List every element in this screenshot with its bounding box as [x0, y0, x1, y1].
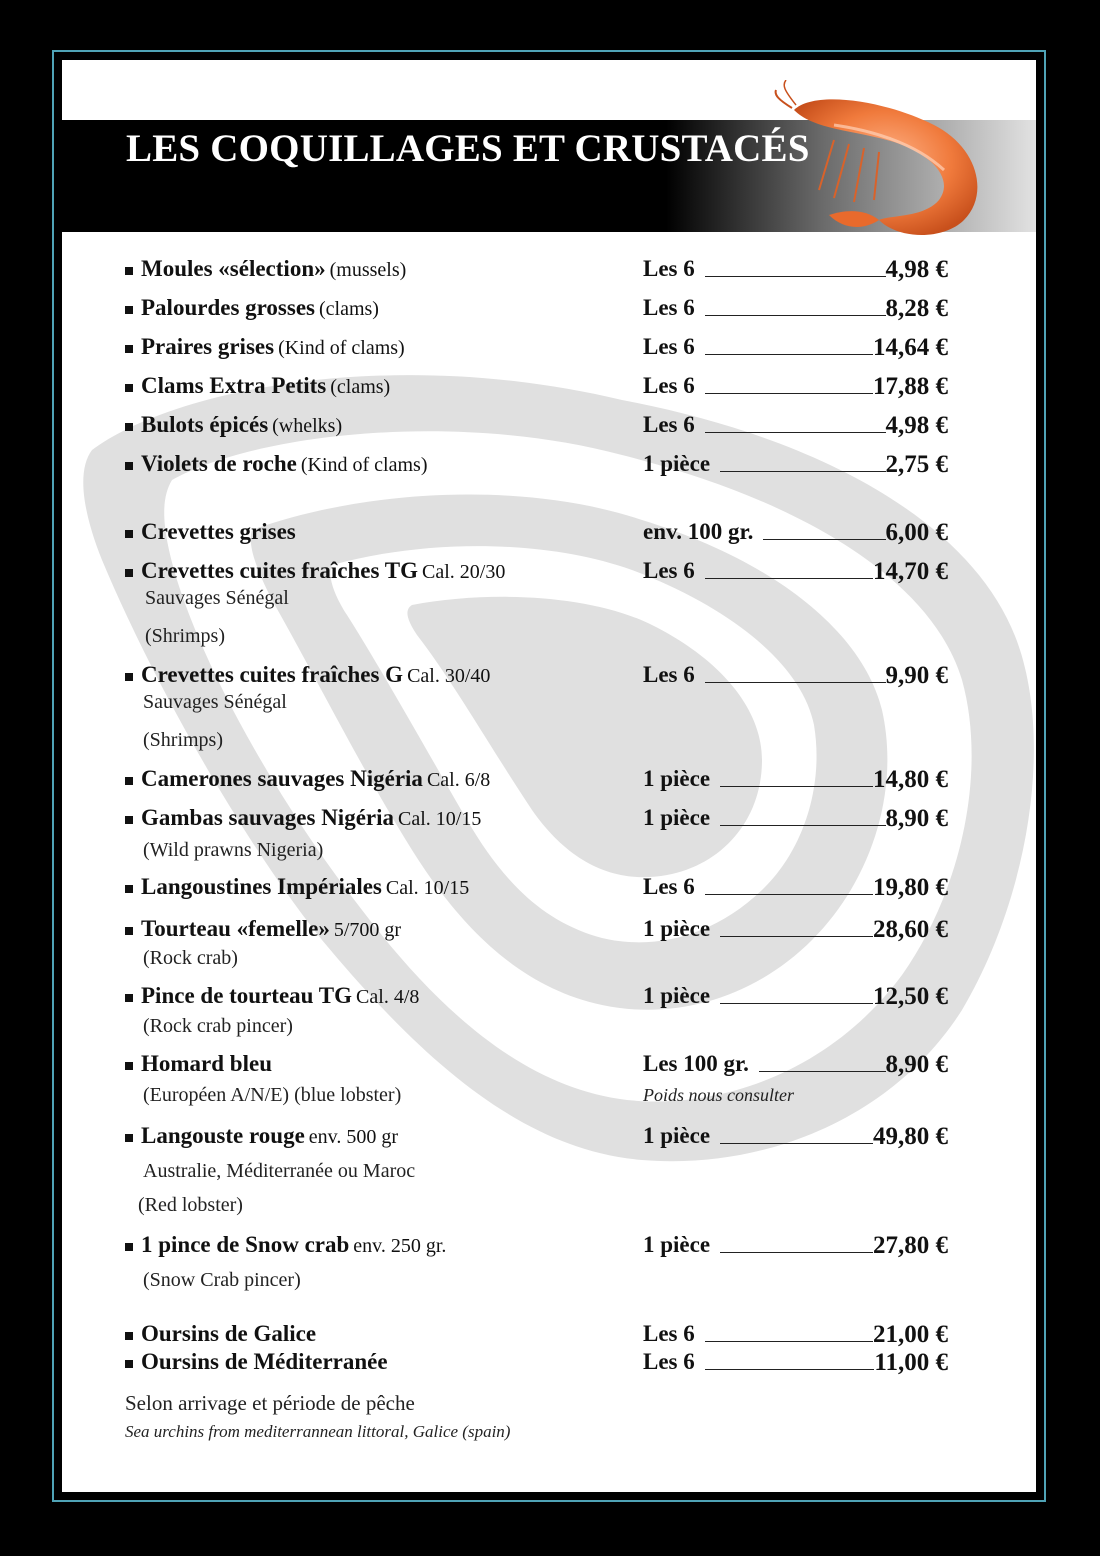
item-text: [141, 766, 490, 792]
item-text: [141, 1232, 446, 1258]
item-text: [141, 874, 469, 900]
leader-line: [763, 539, 886, 540]
item-name: Bulots épicés: [141, 412, 269, 437]
page-title: LES COQUILLAGES ET CRUSTACÉS: [126, 127, 810, 170]
shrimp-icon: [774, 80, 1004, 260]
bullet-icon: [125, 345, 133, 353]
item-name: Oursins de Galice: [141, 1321, 317, 1346]
leader-line: [720, 1143, 873, 1144]
item-price: 4,98 €: [885, 412, 948, 439]
item-text: [141, 295, 379, 321]
item-description: Cal. 30/40: [407, 665, 491, 687]
item-price: 8,90 €: [885, 1051, 948, 1078]
menu-item: [62, 1123, 1036, 1159]
menu-item: [62, 295, 1036, 331]
item-price: 6,00 €: [885, 519, 948, 546]
item-name: Pince de tourteau TG: [141, 983, 353, 1008]
item-price: 14,70 €: [873, 558, 948, 585]
item-name: Homard bleu: [141, 1051, 272, 1076]
bullet-icon: [125, 530, 133, 538]
bullet-icon: [125, 994, 133, 1002]
menu-item: [62, 874, 1036, 910]
leader-line: [705, 682, 886, 683]
item-text: [141, 451, 428, 477]
menu-item: [62, 1232, 1036, 1268]
item-price: 9,90 €: [885, 662, 948, 689]
item-price: 14,80 €: [873, 766, 948, 793]
item-name: Crevettes cuites fraîches TG: [141, 558, 418, 583]
item-description: (clams): [330, 376, 391, 398]
item-price: 8,28 €: [885, 295, 948, 322]
menu-item: [62, 983, 1036, 1019]
item-text: [141, 256, 406, 282]
item-quantity: 1 pièce: [643, 983, 711, 1008]
menu-item: [62, 805, 1036, 841]
item-subtext: (Red lobster): [138, 1194, 243, 1216]
item-quantity: Les 6: [643, 295, 695, 320]
item-quantity: 1 pièce: [643, 805, 711, 830]
bullet-icon: [125, 777, 133, 785]
item-quantity: Les 6: [643, 1349, 695, 1374]
item-price: 19,80 €: [873, 874, 948, 901]
bullet-icon: [125, 1062, 133, 1070]
leader-line: [705, 354, 873, 355]
bullet-icon: [125, 1243, 133, 1251]
item-description: (Kind of clams): [300, 454, 428, 476]
menu-item: [62, 451, 1036, 487]
item-subtext: (Rock crab): [143, 947, 238, 969]
item-text: [141, 983, 419, 1009]
item-price: 12,50 €: [873, 983, 948, 1010]
item-quantity: 1 pièce: [643, 916, 711, 941]
menu-item: [62, 1051, 1036, 1087]
menu-item: [62, 1349, 1036, 1385]
bullet-icon: [125, 462, 133, 470]
item-name: Praires grises: [141, 334, 275, 359]
item-subtext: Australie, Méditerranée ou Maroc: [143, 1160, 416, 1182]
leader-line: [720, 1003, 873, 1004]
item-price: 2,75 €: [885, 451, 948, 478]
item-price: 4,98 €: [885, 256, 948, 283]
item-quantity: 1 pièce: [643, 1123, 711, 1148]
item-note: Poids nous consulter: [643, 1085, 794, 1105]
item-description: Cal. 6/8: [426, 769, 491, 791]
item-price: 14,64 €: [873, 334, 948, 361]
item-description: (clams): [319, 298, 379, 320]
item-subtext: (Shrimps): [145, 625, 225, 647]
item-subtext: Sauvages Sénégal: [143, 691, 287, 713]
bullet-icon: [125, 384, 133, 392]
bullet-icon: [125, 816, 133, 824]
leader-line: [705, 276, 886, 277]
item-subtext: (Shrimps): [143, 729, 223, 751]
item-quantity: 1 pièce: [643, 766, 711, 791]
item-name: Violets de roche: [141, 451, 297, 476]
item-description: Cal. 4/8: [356, 986, 420, 1008]
leader-line: [720, 471, 886, 472]
leader-line: [720, 825, 886, 826]
leader-line: [705, 1369, 874, 1370]
item-name: Crevettes grises: [141, 519, 296, 544]
leader-line: [705, 1341, 873, 1342]
item-subtext: (Européen A/N/E) (blue lobster): [143, 1084, 402, 1106]
leader-line: [720, 936, 873, 937]
item-quantity: Les 6: [643, 662, 695, 687]
item-quantity: Les 6: [643, 874, 695, 899]
menu-item: [62, 334, 1036, 370]
item-subtext: (Wild prawns Nigeria): [143, 839, 324, 861]
item-text: [141, 519, 296, 545]
bullet-icon: [125, 569, 133, 577]
item-price: 27,80 €: [873, 1232, 948, 1259]
item-text: [141, 662, 490, 688]
item-price: 17,88 €: [873, 373, 948, 400]
leader-line: [705, 393, 873, 394]
item-text: [141, 412, 342, 438]
item-description: Cal. 10/15: [385, 877, 470, 899]
menu-item: [62, 412, 1036, 448]
item-description: (whelks): [272, 415, 343, 437]
footer-note-english: Sea urchins from mediterrannean littoral, Galice (spain): [125, 1422, 511, 1441]
item-price: 11,00 €: [874, 1349, 948, 1376]
item-name: Moules «sélection»: [141, 256, 326, 281]
item-price: 8,90 €: [885, 805, 948, 832]
leader-line: [720, 1252, 873, 1253]
bullet-icon: [125, 1134, 133, 1142]
item-quantity: Les 6: [643, 373, 695, 398]
item-name: Clams Extra Petits: [141, 373, 327, 398]
leader-line: [705, 432, 886, 433]
bullet-icon: [125, 267, 133, 275]
item-quantity: Les 6: [643, 558, 695, 583]
item-subtext: Sauvages Sénégal: [145, 587, 289, 609]
leader-line: [705, 578, 873, 579]
leader-line: [759, 1071, 886, 1072]
item-description: Cal. 20/30: [422, 561, 506, 583]
item-name: Langoustines Impériales: [141, 874, 382, 899]
bullet-icon: [125, 927, 133, 935]
menu-item: [62, 256, 1036, 292]
item-name: Palourdes grosses: [141, 295, 315, 320]
item-text: [141, 1123, 398, 1149]
item-description: (Kind of clams): [278, 337, 405, 359]
item-text: [141, 558, 505, 584]
item-text: [141, 1349, 388, 1375]
item-description: Cal. 10/15: [398, 808, 482, 830]
item-quantity: 1 pièce: [643, 1232, 711, 1257]
item-text: [141, 1051, 272, 1077]
menu-item: [62, 519, 1036, 555]
item-price: 21,00 €: [873, 1321, 948, 1348]
bullet-icon: [125, 885, 133, 893]
item-name: Oursins de Méditerranée: [141, 1349, 388, 1374]
item-name: Tourteau «femelle»: [141, 916, 330, 941]
item-name: 1 pince de Snow crab: [141, 1232, 350, 1257]
item-quantity: Les 6: [643, 256, 695, 281]
item-price: 28,60 €: [873, 916, 948, 943]
item-description: 5/700 gr: [333, 919, 402, 941]
menu-sheet: [62, 60, 1036, 1492]
item-description: env. 500 gr: [308, 1126, 399, 1148]
item-price: 49,80 €: [873, 1123, 948, 1150]
menu-item: [62, 766, 1036, 802]
item-quantity: Les 6: [643, 412, 695, 437]
item-text: [141, 805, 481, 831]
bullet-icon: [125, 306, 133, 314]
item-text: [141, 1321, 316, 1347]
item-subtext: (Rock crab pincer): [143, 1015, 293, 1037]
item-subtext: (Snow Crab pincer): [143, 1269, 301, 1291]
item-text: [141, 916, 401, 942]
bullet-icon: [125, 423, 133, 431]
footer-note: Selon arrivage et période de pêche: [125, 1391, 415, 1415]
item-description: (mussels): [329, 259, 407, 281]
item-text: [141, 334, 405, 360]
bullet-icon: [125, 1332, 133, 1340]
item-description: env. 250 gr.: [353, 1235, 447, 1257]
item-quantity: Les 100 gr.: [643, 1051, 749, 1076]
bullet-icon: [125, 673, 133, 681]
leader-line: [705, 315, 886, 316]
item-text: [141, 373, 390, 399]
item-quantity: Les 6: [643, 334, 695, 359]
item-quantity: Les 6: [643, 1321, 695, 1346]
menu-item: [62, 373, 1036, 409]
item-name: Gambas sauvages Nigéria: [141, 805, 394, 830]
item-name: Camerones sauvages Nigéria: [141, 766, 423, 791]
leader-line: [720, 786, 873, 787]
item-name: Crevettes cuites fraîches G: [141, 662, 404, 687]
item-quantity: env. 100 gr.: [643, 519, 754, 544]
leader-line: [705, 894, 873, 895]
item-quantity: 1 pièce: [643, 451, 711, 476]
bullet-icon: [125, 1360, 133, 1368]
item-name: Langouste rouge: [141, 1123, 305, 1148]
